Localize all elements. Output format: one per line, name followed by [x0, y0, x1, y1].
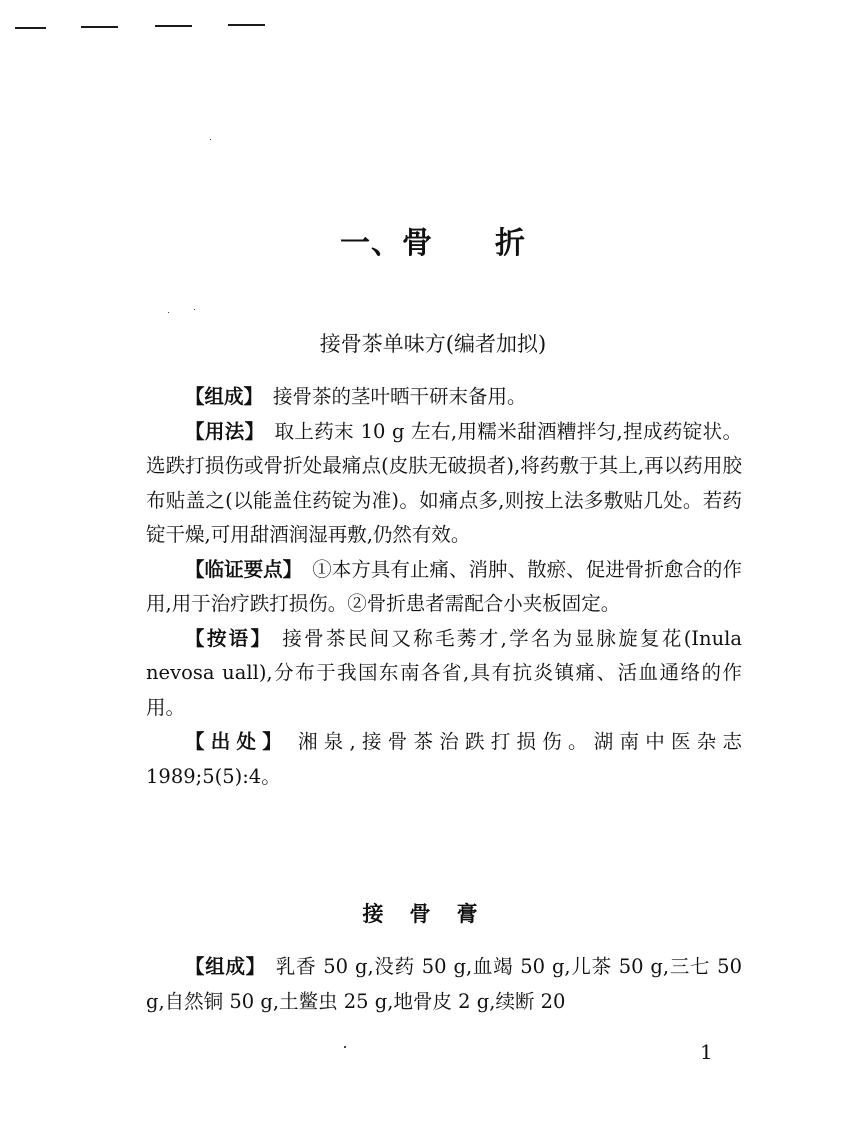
paragraph-text: 乳香 50 g,没药 50 g,血竭 50 g,儿茶 50 g,三七 50 g,自然铜 50 g,土鳖虫 25 g,地骨皮 2 g,续断 20: [146, 955, 742, 1013]
chapter-title: [0, 218, 866, 262]
chapter-title-suffix: 折: [495, 226, 526, 261]
paragraph-source: [146, 725, 742, 794]
paragraph-text: 湘泉,接骨茶治跌打损伤。湖南中医杂志 1989;5(5):4。: [146, 730, 742, 788]
scan-speck: [194, 309, 195, 310]
paragraph-text: 接骨茶的茎叶晒干研末备用。: [273, 385, 527, 408]
label-notes: 【按语】: [185, 626, 273, 650]
paragraph-clinical-points: [146, 553, 742, 622]
page-number: 1: [700, 1040, 713, 1064]
scan-speck: [344, 1046, 346, 1048]
paragraph-text: 接骨茶民间又称毛莠才,学名为显脉旋复花(Inula nevosa uall),分布于我国东南各省,具有抗炎镇痛、活血通络的作用。: [146, 626, 742, 719]
label-source: 【出处】: [185, 730, 289, 753]
header-rule: [81, 26, 118, 28]
section-title-2: 接骨膏: [362, 901, 504, 926]
chapter-title-prefix: 一、骨: [340, 226, 433, 261]
header-rule: [155, 25, 192, 27]
paragraph-notes: [146, 622, 742, 726]
scan-speck: [168, 312, 169, 313]
paragraph-usage: [146, 415, 742, 553]
section-2-body: [146, 950, 742, 1019]
label-composition: 【组成】: [185, 955, 266, 978]
header-rule: [228, 24, 265, 26]
label-clinical-points: 【临证要点】: [185, 557, 303, 581]
label-composition: 【组成】: [185, 385, 264, 408]
section-title-1: 接骨茶单味方(编者加拟): [319, 332, 547, 356]
paragraph-composition: [146, 380, 742, 415]
section-1-body: [146, 380, 742, 794]
header-rule: [15, 27, 46, 29]
paragraph-composition: [146, 950, 742, 1019]
paragraph-text: 取上药末 10 g 左右,用糯米甜酒糟拌匀,捏成药锭状。选跌打损伤或骨折处最痛点(皮肤无破损者),将药敷于其上,再以药用胶布贴盖之(以能盖住药锭为准)。如痛点多,则按上法多敷贴几处。若药锭干燥,可用甜酒润湿再敷,仍然有效。: [146, 419, 742, 546]
label-usage: 【用法】: [185, 419, 265, 443]
scan-speck: [210, 139, 211, 140]
paragraph-text: ①本方具有止痛、消肿、散瘀、促进骨折愈合的作用,用于治疗跌打损伤。②骨折患者需配合小夹板固定。: [146, 557, 742, 615]
